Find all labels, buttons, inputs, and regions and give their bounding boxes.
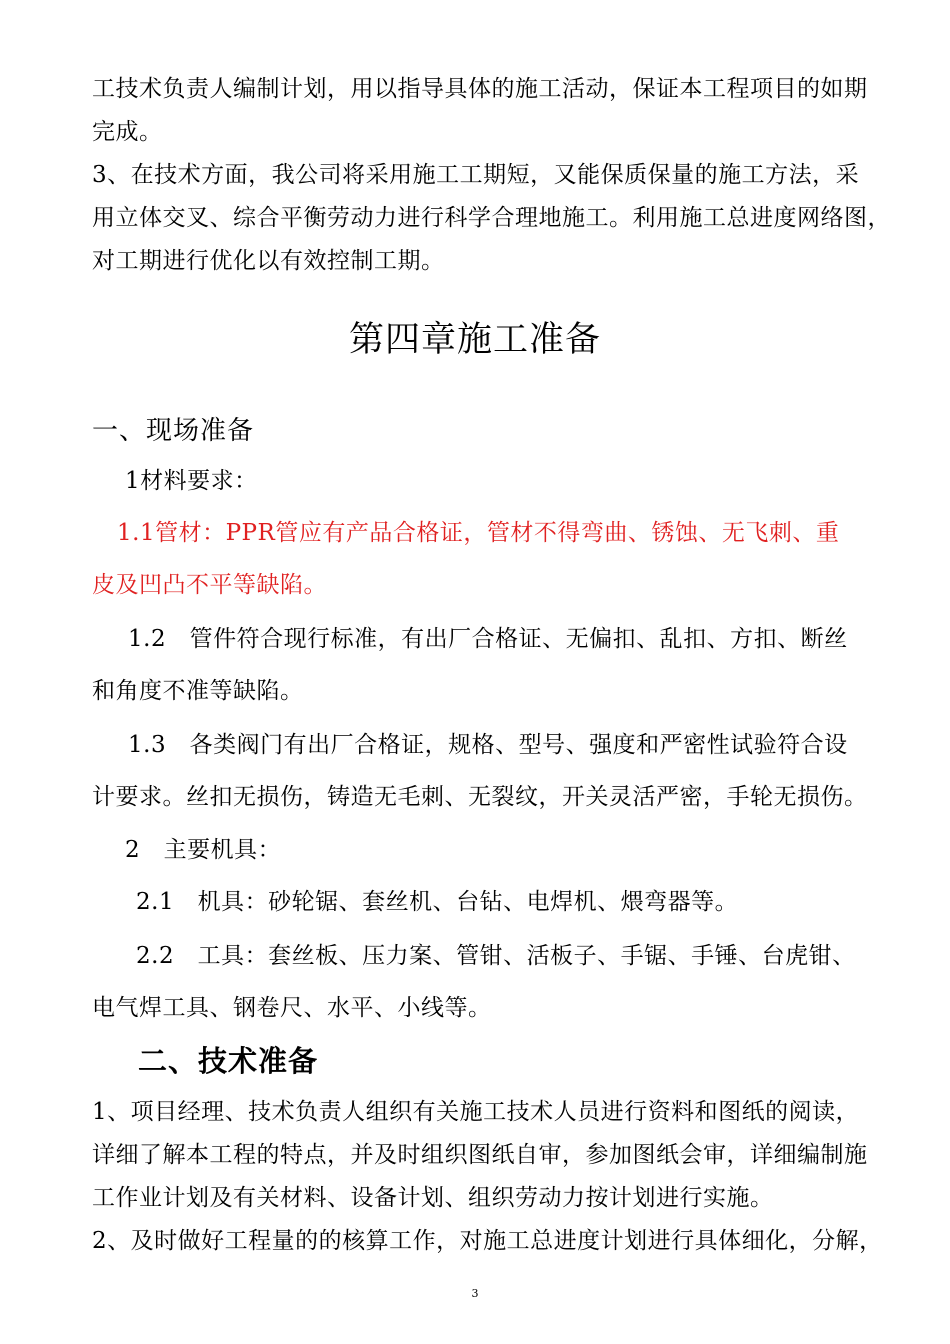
intro-line-2: 完成。 (92, 119, 163, 145)
materials-heading: 1材料要求： (125, 468, 258, 494)
item-1-3-line-2: 计要求。丝扣无损伤，铸造无毛刺、无裂纹，开关灵活严密，手轮无损伤。 (92, 784, 868, 810)
intro-line-5: 对工期进行优化以有效控制工期。 (92, 248, 445, 274)
tech-p1-line-3: 工作业计划及有关材料、设备计划、组织劳动力按计划进行实施。 (92, 1185, 774, 1211)
section-heading-tech-prep: 二、技术准备 (138, 1044, 319, 1078)
item-2-2-line-2: 电气焊工具、钢卷尺、水平、小线等。 (92, 995, 492, 1021)
intro-line-1: 工技术负责人编制计划，用以指导具体的施工活动，保证本工程项目的如期 (92, 76, 868, 102)
item-1-2-line-1: 1.2 管件符合现行标准，有出厂合格证、无偏扣、乱扣、方扣、断丝 (128, 626, 848, 652)
tools-heading: 2 主要机具： (125, 837, 282, 863)
tech-p2-line-1: 2、及时做好工程量的的核算工作，对施工总进度计划进行具体细化，分解， (92, 1228, 883, 1254)
intro-line-3: 3、在技术方面，我公司将采用施工工期短，又能保质保量的施工方法，采 (92, 162, 860, 188)
item-2-1: 2.1 机具：砂轮锯、套丝机、台钻、电焊机、煨弯器等。 (136, 889, 739, 915)
item-1-3-line-1: 1.3 各类阀门有出厂合格证，规格、型号、强度和严密性试验符合设 (128, 732, 848, 758)
intro-line-4: 用立体交叉、综合平衡劳动力进行科学合理地施工。利用施工总进度网络图， (92, 205, 891, 231)
page-number: 3 (471, 1287, 479, 1300)
tech-p1-line-2: 详细了解本工程的特点，并及时组织图纸自审，参加图纸会审，详细编制施 (92, 1142, 868, 1168)
item-1-1-line-1: 1.1管材：PPR管应有产品合格证，管材不得弯曲、锈蚀、无飞刺、重 (117, 520, 840, 546)
tech-p1-line-1: 1、项目经理、技术负责人组织有关施工技术人员进行资料和图纸的阅读， (92, 1099, 860, 1125)
item-1-2-line-2: 和角度不准等缺陷。 (92, 678, 304, 704)
chapter-title: 第四章施工准备 (348, 320, 601, 360)
section-heading-site-prep: 一、现场准备 (92, 416, 255, 446)
item-2-2-line-1: 2.2 工具：套丝板、压力案、管钳、活板子、手锯、手锤、台虎钳、 (136, 943, 856, 969)
item-1-1-line-2: 皮及凹凸不平等缺陷。 (92, 572, 327, 598)
